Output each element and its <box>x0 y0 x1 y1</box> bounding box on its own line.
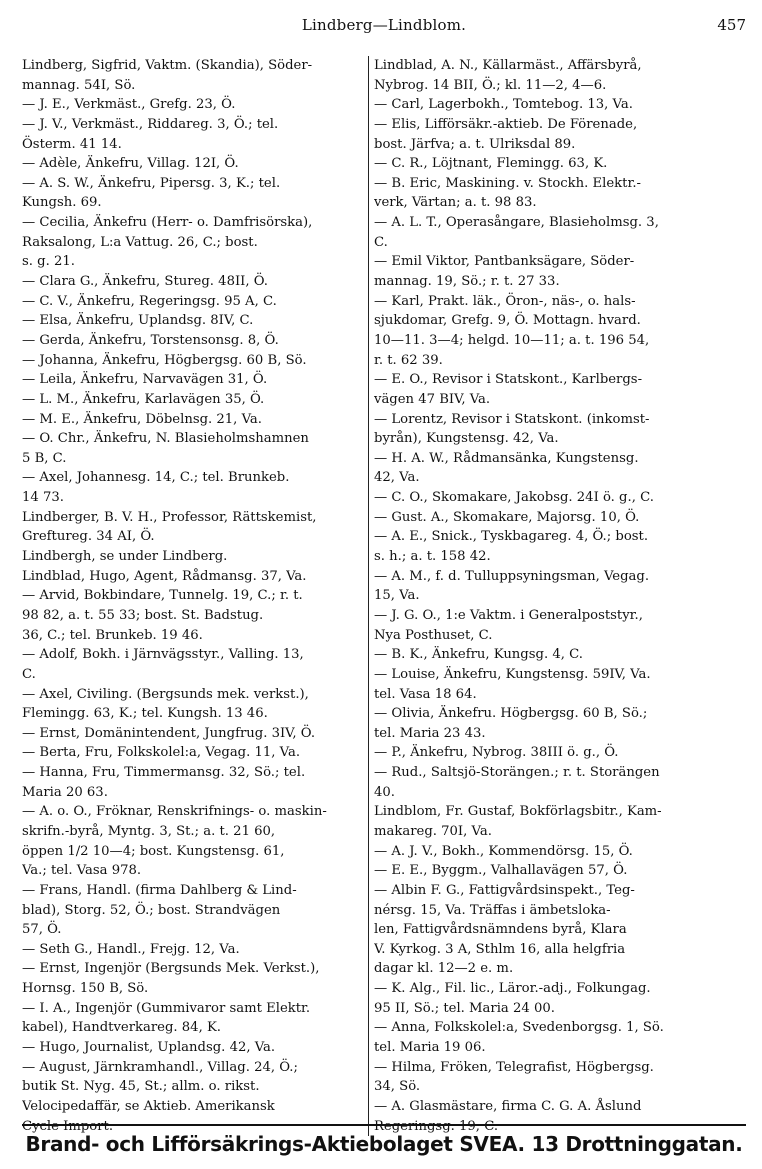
directory-line: — Frans, Handl. (firma Dahlberg & Lind- <box>22 882 297 898</box>
directory-line: — Olivia, Änkefru. Högbergsg. 60 B, Sö.; <box>374 706 648 722</box>
directory-line: — Elis, Lifförsäkr.-aktieb. De Förenade, <box>374 116 638 132</box>
directory-line: Lindblom, Fr. Gustaf, Bokförlagsbitr., Kam- <box>374 804 662 820</box>
directory-line: bost. Järfva; a. t. Ulriksdal 89. <box>374 136 576 152</box>
directory-line: 98 82, a. t. 55 33; bost. St. Badstug. <box>22 607 264 623</box>
directory-line: — L. M., Änkefru, Karlavägen 35, Ö. <box>22 391 265 407</box>
directory-line: — E. O., Revisor i Statskont., Karlbergs- <box>374 372 643 388</box>
directory-line: — Axel, Johannesg. 14, C.; tel. Brunkeb. <box>22 470 290 486</box>
directory-line: — August, Järnkramhandl., Villag. 24, Ö.; <box>22 1059 298 1075</box>
directory-line: — Gust. A., Skomakare, Majorsg. 10, Ö. <box>374 509 640 525</box>
directory-line: — K. Alg., Fil. lic., Läror.-adj., Folkungag. <box>374 981 651 997</box>
directory-line: — E. E., Byggm., Valhallavägen 57, Ö. <box>374 863 628 879</box>
directory-line: — Albin F. G., Fattigvårdsinspekt., Teg- <box>374 882 635 898</box>
directory-line: — Elsa, Änkefru, Uplandsg. 8IV, C. <box>22 313 254 329</box>
directory-line: tel. Maria 19 06. <box>374 1040 486 1056</box>
column-divider <box>368 56 369 1136</box>
directory-line: s. h.; a. t. 158 42. <box>374 549 491 565</box>
directory-line: nérsg. 15, Va. Träffas i ämbetsloka- <box>374 902 611 918</box>
directory-line: — A. E., Snick., Tyskbagareg. 4, Ö.; bost. <box>374 529 649 545</box>
directory-line: 10—11. 3—4; helgd. 10—11; a. t. 196 54, <box>374 332 650 348</box>
directory-line: — Lorentz, Revisor i Statskont. (inkomst- <box>374 411 650 427</box>
directory-line: Maria 20 63. <box>22 784 108 800</box>
directory-line: 5 B, C. <box>22 450 67 466</box>
directory-line: Kungsh. 69. <box>22 195 102 211</box>
directory-line: Nybrog. 14 BII, Ö.; kl. 11—2, 4—6. <box>374 77 607 93</box>
directory-line: Lindbergh, se under Lindberg. <box>22 549 228 565</box>
directory-line: sjukdomar, Grefg. 9, Ö. Mottagn. hvard. <box>374 313 641 329</box>
directory-line: len, Fattigvårdsnämndens byrå, Klara <box>374 922 627 938</box>
running-title: Lindberg—Lindblom. <box>301 16 467 34</box>
directory-line: 42, Va. <box>374 470 420 486</box>
directory-line: 15, Va. <box>374 588 420 604</box>
directory-line: — H. A. W., Rådmansänka, Kungstensg. <box>374 450 639 466</box>
directory-line: Lindberg, Sigfrid, Vaktm. (Skandia), Söder- <box>22 58 313 73</box>
directory-line: — P., Änkefru, Nybrog. 38III ö. g., Ö. <box>374 745 619 761</box>
left-column <box>22 56 366 1136</box>
directory-line: — Louise, Änkefru, Kungstensg. 59IV, Va. <box>374 666 651 682</box>
directory-line: — A. Glasmästare, firma C. G. A. Åslund <box>374 1098 642 1114</box>
page-header <box>22 16 746 42</box>
directory-line: makareg. 70I, Va. <box>374 823 492 839</box>
directory-line: — Berta, Fru, Folkskolel:a, Vegag. 11, Va. <box>22 745 301 761</box>
directory-line: skrifn.-byrå, Myntg. 3, St.; a. t. 21 60, <box>22 823 276 839</box>
directory-line: Regeringsg. 19, C. <box>374 1118 499 1134</box>
directory-line: — Gerda, Änkefru, Torstensonsg. 8, Ö. <box>22 332 279 348</box>
directory-line: C. <box>22 666 36 682</box>
directory-line: blad), Storg. 52, Ö.; bost. Strandvägen <box>22 902 281 918</box>
directory-line: dagar kl. 12—2 e. m. <box>374 961 514 977</box>
directory-line: tel. Maria 23 43. <box>374 725 486 741</box>
directory-line: — Hilma, Fröken, Telegrafist, Högbergsg. <box>374 1059 654 1075</box>
directory-line: — Johanna, Änkefru, Högbergsg. 60 B, Sö. <box>22 352 307 368</box>
directory-line: Lindblad, A. N., Källarmäst., Affärsbyrå, <box>374 58 642 73</box>
page-number: 457 <box>717 16 746 34</box>
directory-line: byrån), Kungstensg. 42, Va. <box>374 431 559 447</box>
directory-line: — A. S. W., Änkefru, Pipersg. 3, K.; tel. <box>22 175 281 191</box>
directory-line: Nya Posthuset, C. <box>374 627 493 643</box>
directory-line: Cycle Import. <box>22 1118 114 1134</box>
directory-line: r. t. 62 39. <box>374 352 443 368</box>
directory-line: Österm. 41 14. <box>22 136 122 152</box>
directory-line: — J. V., Verkmäst., Riddareg. 3, Ö.; tel. <box>22 116 279 132</box>
directory-line: 95 II, Sö.; tel. Maria 24 00. <box>374 1000 555 1016</box>
directory-line: Lindberger, B. V. H., Professor, Rättskemist, <box>22 509 317 525</box>
directory-line: — A. L. T., Operasångare, Blasieholmsg. 3, <box>374 215 659 231</box>
directory-line: — B. K., Änkefru, Kungsg. 4, C. <box>374 647 583 663</box>
directory-line: V. Kyrkog. 3 A, Sthlm 16, alla helgfria <box>374 941 626 957</box>
directory-line: — Karl, Prakt. läk., Öron-, näs-, o. hals- <box>374 293 636 309</box>
directory-line: — Seth G., Handl., Frejg. 12, Va. <box>22 941 240 957</box>
directory-line: — A. J. V., Bokh., Kommendörsg. 15, Ö. <box>374 843 633 859</box>
directory-line: — J. E., Verkmäst., Grefg. 23, Ö. <box>22 97 236 113</box>
directory-line: 36, C.; tel. Brunkeb. 19 46. <box>22 627 203 643</box>
directory-line: Greftureg. 34 AI, Ö. <box>22 529 155 545</box>
directory-line: öppen 1/2 10—4; bost. Kungstensg. 61, <box>22 843 285 859</box>
directory-line: — M. E., Änkefru, Döbelnsg. 21, Va. <box>22 411 262 427</box>
directory-line: — Cecilia, Änkefru (Herr- o. Damfrisörska), <box>22 215 313 231</box>
directory-line: — C. V., Änkefru, Regeringsg. 95 A, C. <box>22 293 277 309</box>
directory-line: Lindblad, Hugo, Agent, Rådmansg. 37, Va. <box>22 568 307 584</box>
directory-line: — Clara G., Änkefru, Stureg. 48II, Ö. <box>22 274 268 290</box>
directory-line: tel. Vasa 18 64. <box>374 686 477 702</box>
directory-line: mannag. 19, Sö.; r. t. 27 33. <box>374 274 560 290</box>
directory-line: — A. M., f. d. Tulluppsyningsman, Vegag. <box>374 568 650 584</box>
directory-line: vägen 47 BIV, Va. <box>374 391 491 407</box>
directory-line: — Arvid, Bokbindare, Tunnelg. 19, C.; r. t. <box>22 588 303 604</box>
directory-line: — J. G. O., 1:e Vaktm. i Generalpoststyr., <box>374 607 643 623</box>
directory-line: — Rud., Saltsjö-Storängen.; r. t. Storängen <box>374 765 660 781</box>
directory-line: — C. O., Skomakare, Jakobsg. 24I ö. g., C. <box>374 490 654 506</box>
directory-line: s. g. 21. <box>22 254 75 270</box>
directory-line: 14 73. <box>22 490 64 506</box>
directory-line: 40. <box>374 784 395 800</box>
directory-line: butik St. Nyg. 45, St.; allm. o. rikst. <box>22 1079 260 1095</box>
footer-advertisement: Brand- och Lifförsäkrings-Aktiebolaget SVEA. 13 Drottninggatan. <box>22 1124 746 1162</box>
directory-line: — C. R., Löjtnant, Flemingg. 63, K. <box>374 156 608 172</box>
directory-line: kabel), Handtverkareg. 84, K. <box>22 1020 221 1036</box>
directory-line: 57, Ö. <box>22 922 62 938</box>
directory-line: verk, Värtan; a. t. 98 83. <box>374 195 537 211</box>
directory-line: C. <box>374 234 388 250</box>
directory-line: — A. o. O., Fröknar, Renskrifnings- o. maskin- <box>22 804 327 820</box>
directory-line: Hornsg. 150 B, Sö. <box>22 981 149 997</box>
directory-line: — Anna, Folkskolel:a, Svedenborgsg. 1, Sö. <box>374 1020 664 1036</box>
directory-line: — O. Chr., Änkefru, N. Blasieholmshamnen <box>22 431 309 447</box>
directory-line: — Emil Viktor, Pantbanksägare, Söder- <box>374 254 635 270</box>
directory-line: — Leila, Änkefru, Narvavägen 31, Ö. <box>22 372 268 388</box>
directory-line: 34, Sö. <box>374 1079 421 1095</box>
directory-line: mannag. 54I, Sö. <box>22 77 136 93</box>
directory-line: — Axel, Civiling. (Bergsunds mek. verkst.), <box>22 686 309 702</box>
directory-line: — Adèle, Änkefru, Villag. 12I, Ö. <box>22 156 239 172</box>
directory-line: — B. Eric, Maskining. v. Stockh. Elektr.- <box>374 175 641 191</box>
directory-line: Flemingg. 63, K.; tel. Kungsh. 13 46. <box>22 706 268 722</box>
directory-line: — Adolf, Bokh. i Järnvägsstyr., Valling. 13, <box>22 647 304 663</box>
directory-line: — Carl, Lagerbokh., Tomtebog. 13, Va. <box>374 97 633 113</box>
right-column <box>374 56 746 1136</box>
directory-line: — I. A., Ingenjör (Gummivaror samt Elektr. <box>22 1000 311 1016</box>
directory-line: Raksalong, L:a Vattug. 26, C.; bost. <box>22 234 258 250</box>
directory-line: Va.; tel. Vasa 978. <box>22 863 142 879</box>
directory-line: — Hanna, Fru, Timmermansg. 32, Sö.; tel. <box>22 765 306 781</box>
directory-line: — Hugo, Journalist, Uplandsg. 42, Va. <box>22 1040 276 1056</box>
directory-line: — Ernst, Ingenjör (Bergsunds Mek. Verkst.), <box>22 961 320 977</box>
directory-line: Velocipedaffär, se Aktieb. Amerikansk <box>22 1098 275 1114</box>
directory-line: — Ernst, Domänintendent, Jungfrug. 3IV, Ö. <box>22 725 316 741</box>
